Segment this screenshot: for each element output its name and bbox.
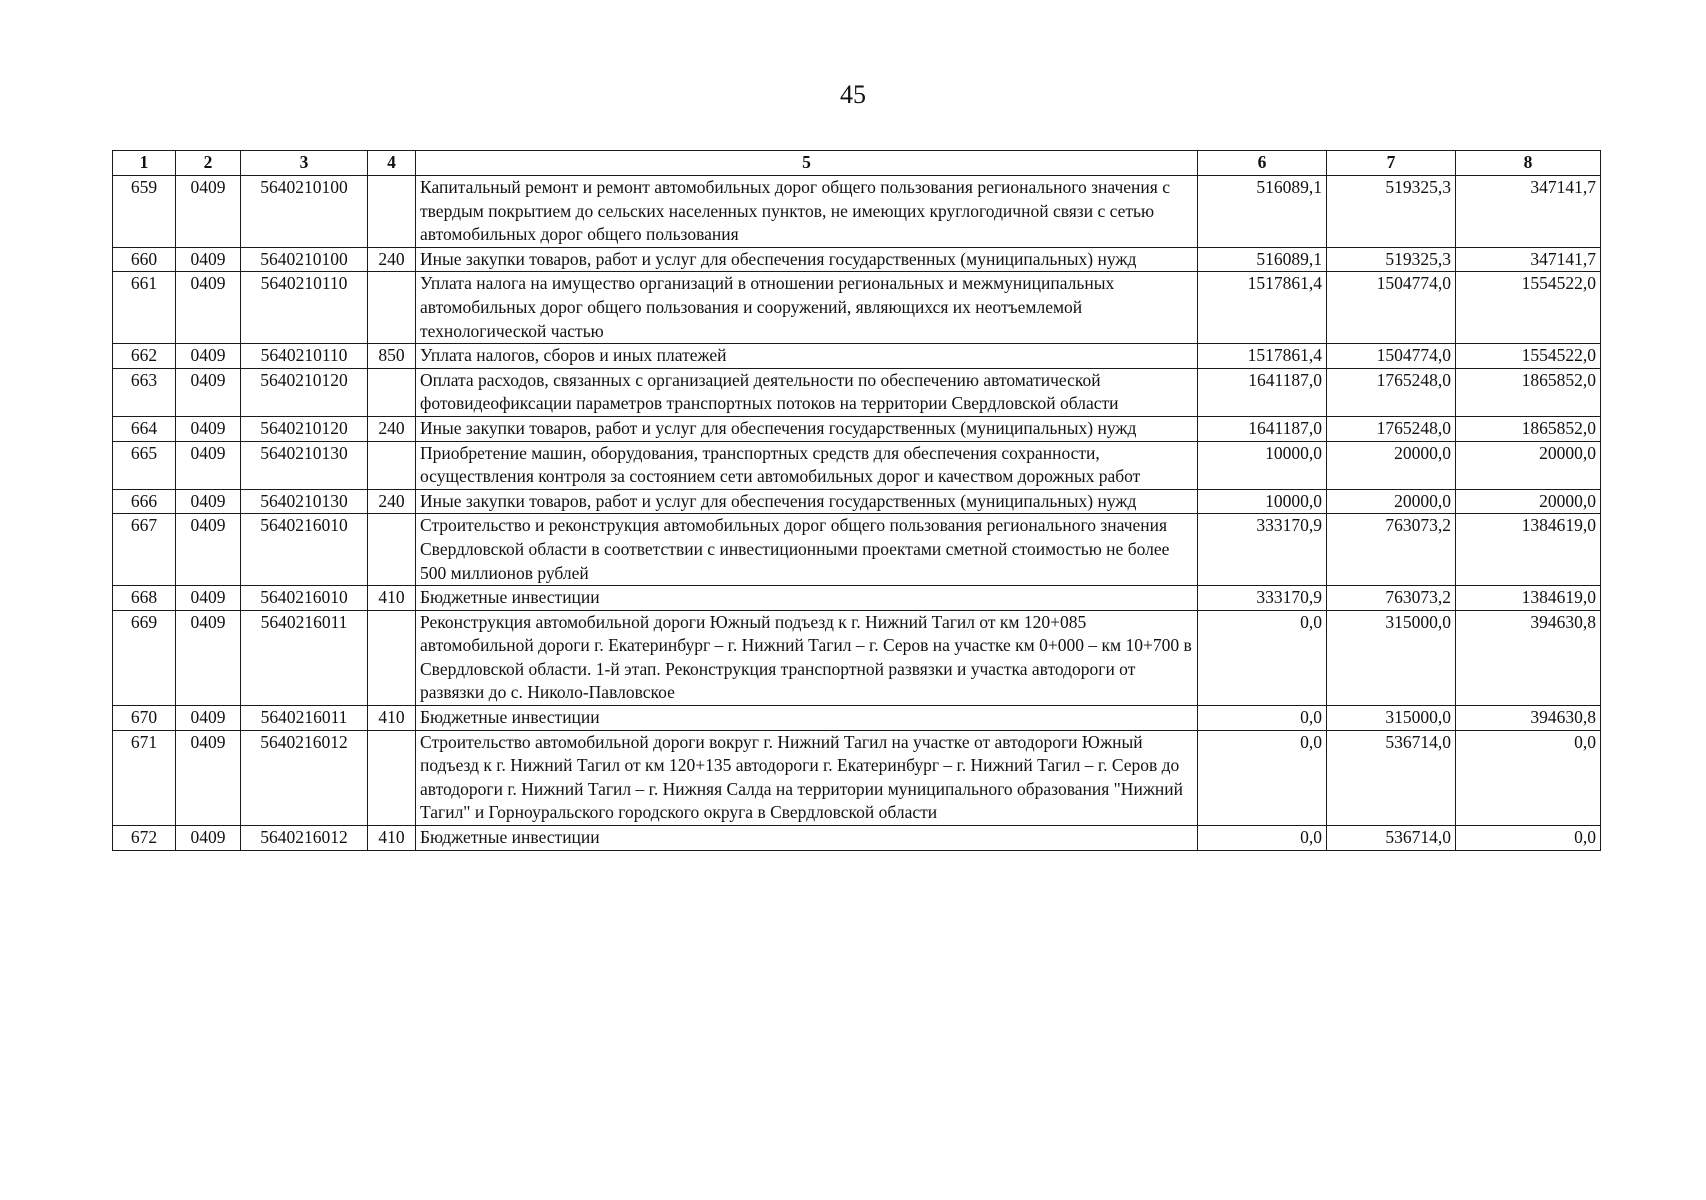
expense-type-code: 410 [368, 706, 416, 731]
item-name: Капитальный ремонт и ремонт автомобильных дорог общего пользования регионального значения с твердым покрытием до сельских населенных пунктов, не имеющих круглогодичной связи с сетью автомобильных дорог общего пользования [416, 176, 1198, 248]
section-code: 0409 [176, 610, 241, 705]
amount-year-2: 315000,0 [1327, 706, 1456, 731]
row-number: 660 [113, 247, 176, 272]
item-name: Приобретение машин, оборудования, транспортных средств для обеспечения сохранности, осуществления контроля за состоянием сети автомобильных дорог и качеством дорожных работ [416, 441, 1198, 489]
amount-year-1: 10000,0 [1198, 441, 1327, 489]
item-name: Реконструкция автомобильной дороги Южный подъезд к г. Нижний Тагил от км 120+085 автомобильной дороги г. Екатеринбург – г. Нижний Тагил – г. Серов на участке км 0+000 – км 10+700 в Свердловской области. 1-й этап. Реконструкция транспортной развязки и участка автодороги от развязки до с. Николо-Павловское [416, 610, 1198, 705]
page-number: 45 [840, 80, 866, 109]
amount-year-3: 394630,8 [1456, 610, 1601, 705]
expense-type-code [368, 176, 416, 248]
amount-year-3: 1384619,0 [1456, 514, 1601, 586]
item-name: Иные закупки товаров, работ и услуг для обеспечения государственных (муниципальных) нужд [416, 489, 1198, 514]
row-number: 668 [113, 586, 176, 611]
amount-year-2: 1765248,0 [1327, 416, 1456, 441]
section-code: 0409 [176, 706, 241, 731]
table-row [113, 368, 1601, 416]
item-name: Оплата расходов, связанных с организацией деятельности по обеспечению автоматической фотовидеофиксации параметров транспортных потоков на территории Свердловской области [416, 368, 1198, 416]
table-row [113, 826, 1601, 851]
row-number: 671 [113, 730, 176, 825]
table-row [113, 416, 1601, 441]
table-row [113, 247, 1601, 272]
column-header: 5 [416, 151, 1198, 176]
amount-year-2: 1504774,0 [1327, 344, 1456, 369]
expense-type-code: 850 [368, 344, 416, 369]
expense-type-code [368, 730, 416, 825]
amount-year-1: 1641187,0 [1198, 416, 1327, 441]
section-code: 0409 [176, 489, 241, 514]
amount-year-2: 763073,2 [1327, 514, 1456, 586]
amount-year-1: 10000,0 [1198, 489, 1327, 514]
expense-type-code [368, 272, 416, 344]
section-code: 0409 [176, 272, 241, 344]
column-header: 1 [113, 151, 176, 176]
target-article-code: 5640216012 [241, 826, 368, 851]
section-code: 0409 [176, 514, 241, 586]
amount-year-2: 1504774,0 [1327, 272, 1456, 344]
item-name: Строительство и реконструкция автомобильных дорог общего пользования регионального значения Свердловской области в соответствии с инвестиционными проектами сметной стоимостью не более 500 миллионов рублей [416, 514, 1198, 586]
target-article-code: 5640210130 [241, 489, 368, 514]
amount-year-2: 20000,0 [1327, 489, 1456, 514]
amount-year-3: 20000,0 [1456, 489, 1601, 514]
table-row [113, 706, 1601, 731]
target-article-code: 5640216012 [241, 730, 368, 825]
row-number: 666 [113, 489, 176, 514]
target-article-code: 5640210100 [241, 176, 368, 248]
amount-year-1: 1517861,4 [1198, 344, 1327, 369]
amount-year-1: 333170,9 [1198, 586, 1327, 611]
target-article-code: 5640216011 [241, 706, 368, 731]
budget-table [112, 150, 1601, 851]
table-row [113, 730, 1601, 825]
expense-type-code: 240 [368, 489, 416, 514]
amount-year-2: 536714,0 [1327, 826, 1456, 851]
row-number: 665 [113, 441, 176, 489]
amount-year-3: 1865852,0 [1456, 368, 1601, 416]
table-row [113, 610, 1601, 705]
amount-year-3: 347141,7 [1456, 176, 1601, 248]
expense-type-code: 410 [368, 826, 416, 851]
amount-year-2: 20000,0 [1327, 441, 1456, 489]
item-name: Иные закупки товаров, работ и услуг для обеспечения государственных (муниципальных) нужд [416, 416, 1198, 441]
row-number: 664 [113, 416, 176, 441]
target-article-code: 5640210120 [241, 368, 368, 416]
table-row [113, 514, 1601, 586]
expense-type-code [368, 441, 416, 489]
amount-year-3: 1554522,0 [1456, 344, 1601, 369]
amount-year-1: 0,0 [1198, 706, 1327, 731]
amount-year-3: 1865852,0 [1456, 416, 1601, 441]
column-header: 3 [241, 151, 368, 176]
target-article-code: 5640216010 [241, 514, 368, 586]
column-header: 7 [1327, 151, 1456, 176]
amount-year-1: 0,0 [1198, 610, 1327, 705]
section-code: 0409 [176, 176, 241, 248]
table-row [113, 272, 1601, 344]
target-article-code: 5640210110 [241, 272, 368, 344]
expense-type-code: 240 [368, 247, 416, 272]
column-header: 2 [176, 151, 241, 176]
amount-year-1: 0,0 [1198, 730, 1327, 825]
amount-year-1: 516089,1 [1198, 247, 1327, 272]
target-article-code: 5640210110 [241, 344, 368, 369]
amount-year-2: 519325,3 [1327, 247, 1456, 272]
amount-year-2: 1765248,0 [1327, 368, 1456, 416]
expense-type-code [368, 514, 416, 586]
table-row [113, 344, 1601, 369]
section-code: 0409 [176, 586, 241, 611]
target-article-code: 5640210120 [241, 416, 368, 441]
row-number: 670 [113, 706, 176, 731]
amount-year-3: 0,0 [1456, 826, 1601, 851]
item-name: Уплата налогов, сборов и иных платежей [416, 344, 1198, 369]
item-name: Бюджетные инвестиции [416, 586, 1198, 611]
row-number: 659 [113, 176, 176, 248]
amount-year-3: 394630,8 [1456, 706, 1601, 731]
table-row [113, 489, 1601, 514]
row-number: 669 [113, 610, 176, 705]
expense-type-code: 240 [368, 416, 416, 441]
row-number: 672 [113, 826, 176, 851]
item-name: Строительство автомобильной дороги вокруг г. Нижний Тагил на участке от автодороги Южный подъезд к г. Нижний Тагил от км 120+135 автодороги г. Екатеринбург – г. Нижний Тагил – г. Серов до автодороги г. Нижний Тагил – г. Нижняя Салда на территории муниципального образования "Нижний Тагил" и Горноуральского городского округа в Свердловской области [416, 730, 1198, 825]
expense-type-code [368, 610, 416, 705]
target-article-code: 5640210130 [241, 441, 368, 489]
amount-year-2: 315000,0 [1327, 610, 1456, 705]
section-code: 0409 [176, 368, 241, 416]
row-number: 663 [113, 368, 176, 416]
expense-type-code [368, 368, 416, 416]
row-number: 667 [113, 514, 176, 586]
section-code: 0409 [176, 247, 241, 272]
amount-year-1: 1517861,4 [1198, 272, 1327, 344]
amount-year-1: 516089,1 [1198, 176, 1327, 248]
item-name: Бюджетные инвестиции [416, 706, 1198, 731]
column-header: 8 [1456, 151, 1601, 176]
item-name: Бюджетные инвестиции [416, 826, 1198, 851]
amount-year-2: 536714,0 [1327, 730, 1456, 825]
section-code: 0409 [176, 416, 241, 441]
table-row [113, 441, 1601, 489]
section-code: 0409 [176, 441, 241, 489]
expense-type-code: 410 [368, 586, 416, 611]
item-name: Иные закупки товаров, работ и услуг для обеспечения государственных (муниципальных) нужд [416, 247, 1198, 272]
section-code: 0409 [176, 730, 241, 825]
amount-year-2: 519325,3 [1327, 176, 1456, 248]
amount-year-3: 20000,0 [1456, 441, 1601, 489]
target-article-code: 5640210100 [241, 247, 368, 272]
amount-year-3: 347141,7 [1456, 247, 1601, 272]
target-article-code: 5640216010 [241, 586, 368, 611]
section-code: 0409 [176, 344, 241, 369]
column-header: 4 [368, 151, 416, 176]
table-row [113, 586, 1601, 611]
section-code: 0409 [176, 826, 241, 851]
amount-year-1: 333170,9 [1198, 514, 1327, 586]
amount-year-2: 763073,2 [1327, 586, 1456, 611]
target-article-code: 5640216011 [241, 610, 368, 705]
row-number: 661 [113, 272, 176, 344]
amount-year-3: 0,0 [1456, 730, 1601, 825]
amount-year-1: 0,0 [1198, 826, 1327, 851]
row-number: 662 [113, 344, 176, 369]
amount-year-3: 1384619,0 [1456, 586, 1601, 611]
table-row [113, 176, 1601, 248]
amount-year-1: 1641187,0 [1198, 368, 1327, 416]
column-header: 6 [1198, 151, 1327, 176]
item-name: Уплата налога на имущество организаций в отношении региональных и межмуниципальных автомобильных дорог общего пользования и сооружений, являющихся их неотъемлемой технологической частью [416, 272, 1198, 344]
table-header-row [113, 151, 1601, 176]
amount-year-3: 1554522,0 [1456, 272, 1601, 344]
